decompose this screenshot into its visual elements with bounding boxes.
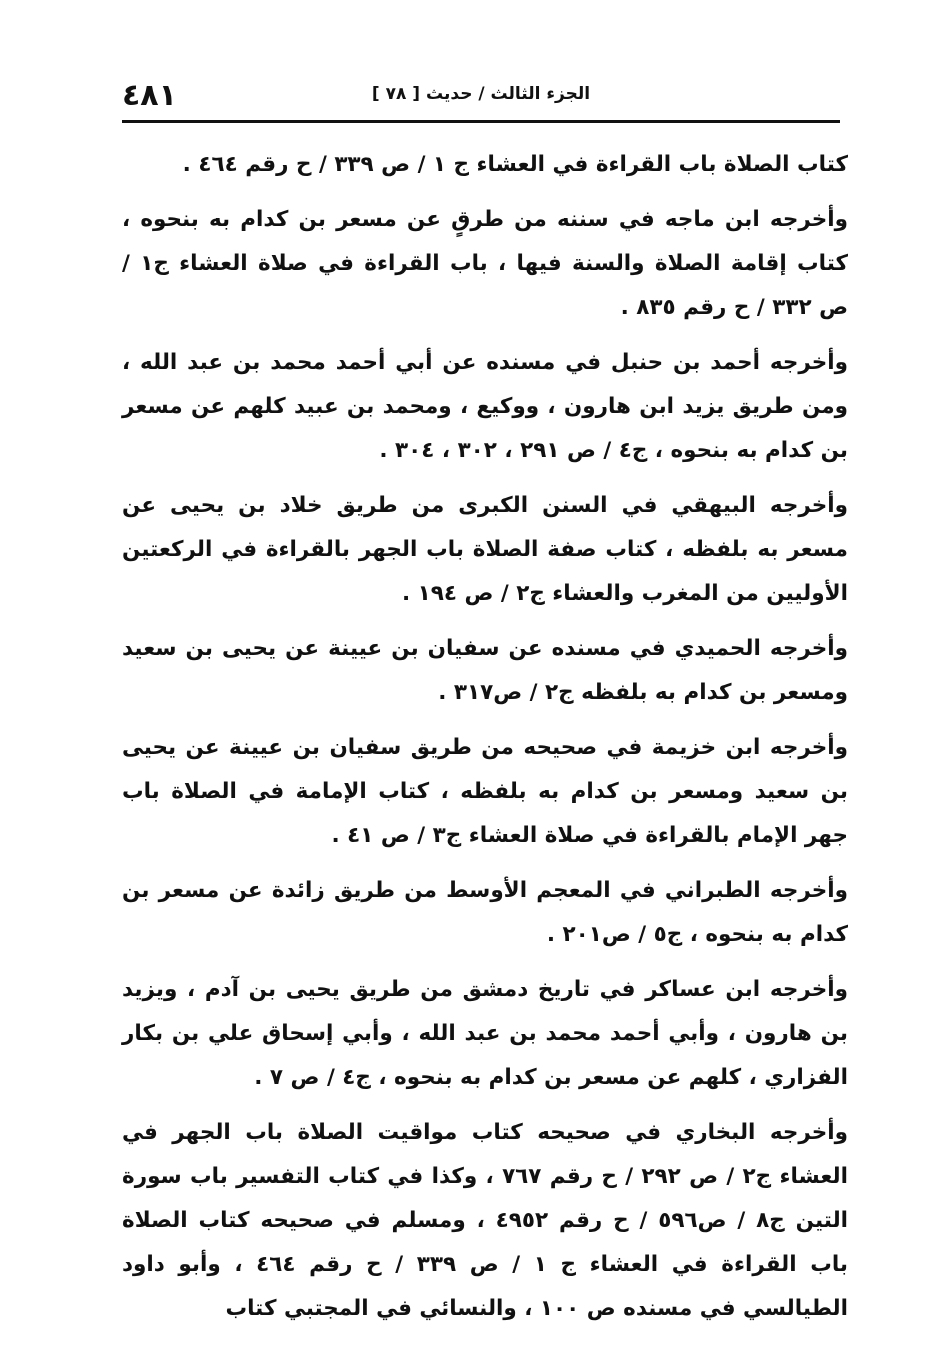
paragraph-7: وأخرجه الطبراني في المعجم الأوسط من طريق زائدة عن مسعر بن كدام به بنحوه ، ج٥ / ص٢٠١ . [122, 878, 848, 947]
body-text [122, 143, 848, 1342]
paragraph-9: وأخرجه البخاري في صحيحه كتاب مواقيت الصلاة باب الجهر في العشاء ج٢ / ص ٢٩٢ / ح رقم ٧٦٧ ، وكذا في كتاب التفسير باب سورة التين ج٨ / ص٥٩٦ / ح رقم ٤٩٥٢ ، ومسلم في صحيحه كتاب الصلاة باب القراءة في العشاء ج ١ / ص ٣٣٩ / ح رقم ٤٦٤ ، وأبو داود الطيالسي في مسنده ص ١٠٠ ، والنسائي في المجتبي كتاب [122, 1120, 849, 1321]
paragraph-6: وأخرجه ابن خزيمة في صحيحه من طريق سفيان بن عيينة عن يحيى بن سعيد ومسعر بن كدام به بلفظه ، كتاب الإمامة في الصلاة باب جهر الإمام بالقراءة في صلاة العشاء ج٣ / ص ٤١ . [122, 735, 848, 848]
page-header [122, 78, 840, 118]
paragraph-1: كتاب الصلاة باب القراءة في العشاء ج ١ / ص ٣٣٩ / ح رقم ٤٦٤ . [182, 152, 848, 177]
page-number: ٤٨١ [122, 78, 177, 113]
paragraph-3: وأخرجه أحمد بن حنبل في مسنده عن أبي أحمد محمد بن عبد الله ، ومن طريق يزيد ابن هارون ، ووكيع ، ومحمد بن عبيد كلهم عن مسعر بن كدام به بنحوه ، ج٤ / ص ٢٩١ ، ٣٠٢ ، ٣٠٤ . [122, 350, 848, 463]
header-rule [122, 120, 840, 123]
paragraph-2: وأخرجه ابن ماجه في سننه من طرقٍ عن مسعر بن كدام به بنحوه ، كتاب إقامة الصلاة والسنة فيها ، باب القراءة في صلاة العشاء ج١ / ص ٣٣٢ / ح رقم ٨٣٥ . [122, 207, 848, 320]
running-title: الجزء الثالث / حديث [ ٧٨ ] [371, 84, 591, 104]
paragraph-4: وأخرجه البيهقي في السنن الكبرى من طريق خلاد بن يحيى عن مسعر به بلفظه ، كتاب صفة الصلاة باب الجهر بالقراءة في الركعتين الأوليين من المغرب والعشاء ج٢ / ص ١٩٤ . [122, 493, 848, 606]
paragraph-8: وأخرجه ابن عساكر في تاريخ دمشق من طريق يحيى بن آدم ، ويزيد بن هارون ، وأبي أحمد محمد بن عبد الله ، وأبي إسحاق علي بن بكار الفزاري ، كلهم عن مسعر بن كدام به بنحوه ، ج٤ / ص ٧ . [122, 977, 848, 1090]
paragraph-5: وأخرجه الحميدي في مسنده عن سفيان بن عيينة عن يحيى بن سعيد ومسعر بن كدام به بلفظه ج٢ / ص٣١٧ . [122, 636, 848, 705]
